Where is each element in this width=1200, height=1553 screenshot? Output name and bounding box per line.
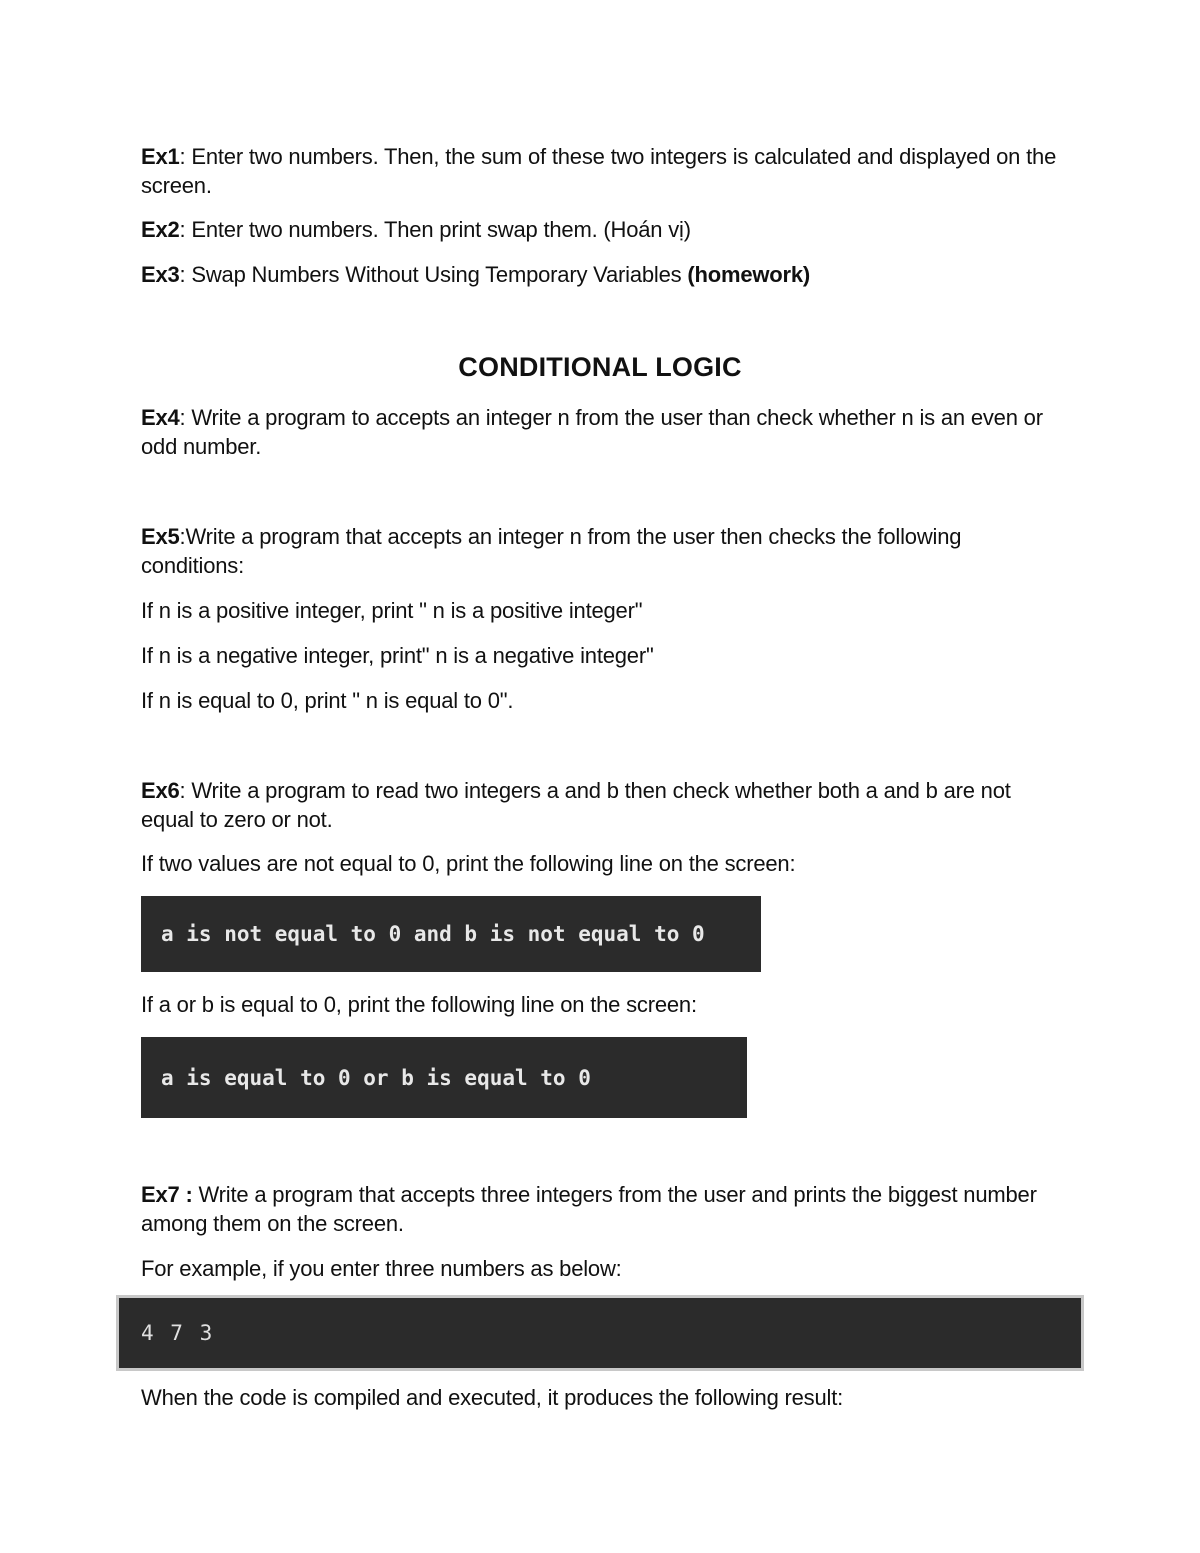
exercise-1-text: : Enter two numbers. Then, the sum of these two integers is calculated and displayed on the screen. [141,144,1057,198]
exercise-7-result-text: When the code is compiled and executed, it produces the following result: [141,1385,844,1410]
exercise-4-label: Ex4 [141,405,180,430]
code-text: 4 7 3 [141,1321,215,1345]
exercise-1-label: Ex1 [141,144,180,169]
exercise-6 [141,776,1061,834]
exercise-2-label: Ex2 [141,217,180,242]
exercise-1 [141,142,1061,200]
section-heading: CONDITIONAL LOGIC [458,352,742,382]
exercise-3-text: : Swap Numbers Without Using Temporary Variables [179,262,688,287]
exercise-2-text: : Enter two numbers. Then print swap them. (Hoán vị) [179,217,691,242]
exercise-7-text: Write a program that accepts three integers from the user and prints the biggest number among them on the screen. [141,1182,1037,1236]
code-block-not-equal [141,896,761,972]
exercise-2 [141,215,1061,244]
exercise-5-condition: If n is a positive integer, print " n is a positive integer" [141,598,643,623]
exercise-3-label: Ex3 [141,262,180,287]
exercise-5-condition: If n is equal to 0, print " n is equal to 0". [141,688,514,713]
exercise-5-label: Ex5 [141,524,180,549]
exercise-5-text: :Write a program that accepts an integer n from the user then checks the following conditions: [141,524,962,578]
exercise-6-label: Ex6 [141,778,180,803]
exercise-6-case-1-text: If two values are not equal to 0, print the following line on the screen: [141,851,796,876]
exercise-5 [141,522,1061,580]
exercise-7-label: Ex7 : [141,1182,193,1207]
code-text: a is equal to 0 or b is equal to 0 [161,1065,591,1090]
code-text: a is not equal to 0 and b is not equal to 0 [161,922,705,946]
code-block-equal [141,1037,747,1118]
exercise-7-example-text: For example, if you enter three numbers as below: [141,1256,622,1281]
exercise-6-case-2-text: If a or b is equal to 0, print the following line on the screen: [141,992,697,1017]
exercise-4-text: : Write a program to accepts an integer n from the user than check whether n is an even or odd number. [141,405,1043,459]
code-block-example-input [116,1295,1084,1371]
exercise-3 [141,260,1061,289]
exercise-6-text: : Write a program to read two integers a and b then check whether both a and b are not equal to zero or not. [141,778,1011,832]
exercise-7 [141,1180,1061,1238]
exercise-5-condition: If n is a negative integer, print" n is a negative integer" [141,643,654,668]
homework-tag: (homework) [687,262,811,287]
exercise-4 [141,403,1061,461]
